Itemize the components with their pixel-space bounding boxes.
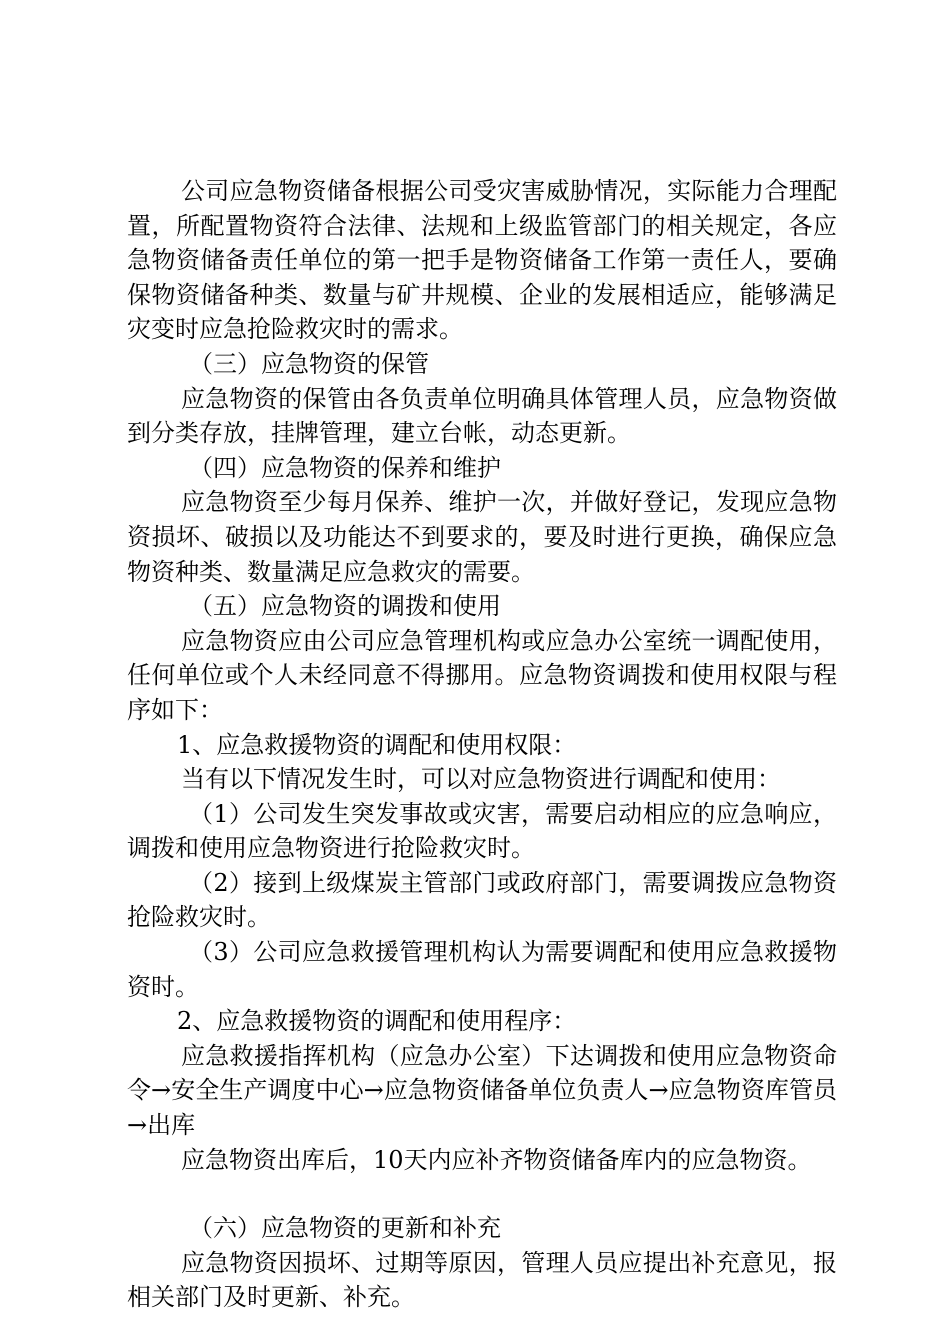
list-item-condition-1: （1）公司发生突发事故或灾害，需要启动相应的应急响应，调拨和使用应急物资进行抢险救灾时。 — [127, 799, 837, 863]
section-heading-maintenance: （四）应急物资的保养和维护 — [189, 453, 501, 482]
paragraph-update: 应急物资因损坏、过期等原因，管理人员应提出补充意见，报相关部门及时更新、补充。 — [127, 1248, 837, 1312]
paragraph-conditions: 当有以下情况发生时，可以对应急物资进行调配和使用： — [181, 765, 781, 794]
paragraph-replenish: 应急物资出库后，10天内应补齐物资储备库内的应急物资。 — [181, 1145, 812, 1174]
subheading-permissions: 1、应急救援物资的调配和使用权限： — [177, 730, 577, 759]
paragraph-procedure-flow: 应急救援指挥机构（应急办公室）下达调拨和使用应急物资命令→安全生产调度中心→应急物资储备单位负责人→应急物资库管员→出库 — [127, 1041, 837, 1140]
paragraph-reserve-config: 公司应急物资储备根据公司受灾害威胁情况，实际能力合理配置，所配置物资符合法律、法规和上级监管部门的相关规定，各应急物资储备责任单位的第一把手是物资储备工作第一责任人，要确保物资储备种类、数量与矿井规模、企业的发展相适应，能够满足灾变时应急抢险救灾时的需求。 — [127, 177, 837, 344]
subheading-procedure: 2、应急救援物资的调配和使用程序： — [177, 1007, 577, 1036]
paragraph-storage: 应急物资的保管由各负责单位明确具体管理人员，应急物资做到分类存放，挂牌管理，建立台帐，动态更新。 — [127, 384, 837, 448]
section-heading-update: （六）应急物资的更新和补充 — [189, 1214, 501, 1243]
paragraph-allocation: 应急物资应由公司应急管理机构或应急办公室统一调配使用，任何单位或个人未经同意不得挪用。应急物资调拨和使用权限与程序如下： — [127, 626, 837, 724]
document-body — [127, 174, 837, 1315]
section-heading-storage: （三）应急物资的保管 — [189, 349, 429, 378]
list-item-condition-3: （3）公司应急救援管理机构认为需要调配和使用应急救援物资时。 — [127, 938, 837, 1001]
section-heading-allocation: （五）应急物资的调拨和使用 — [189, 592, 501, 621]
paragraph-maintenance: 应急物资至少每月保养、维护一次，并做好登记，发现应急物资损坏、破损以及功能达不到要求的，要及时进行更换，确保应急物资种类、数量满足应急救灾的需要。 — [127, 488, 837, 586]
list-item-condition-2: （2）接到上级煤炭主管部门或政府部门，需要调拨应急物资抢险救灾时。 — [127, 868, 837, 932]
